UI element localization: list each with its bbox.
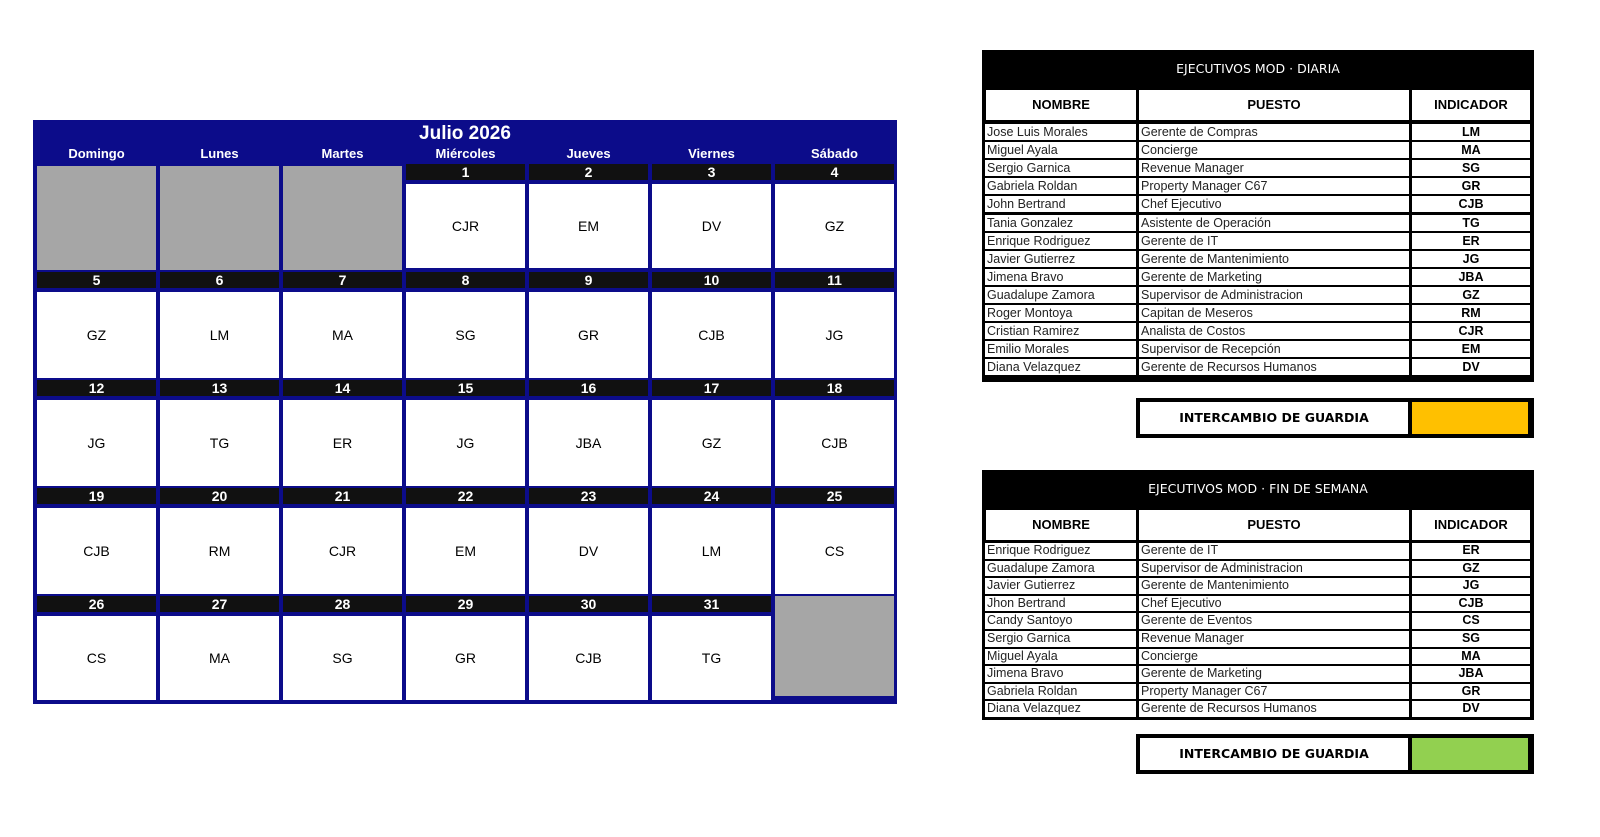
daily-table-title: EJECUTIVOS MOD · DIARIA bbox=[1176, 61, 1340, 76]
employee-position: Gerente de Recursos Humanos bbox=[1139, 701, 1409, 717]
employee-position: Analista de Costos bbox=[1139, 323, 1409, 339]
table-row bbox=[982, 250, 1534, 268]
table-row bbox=[982, 322, 1534, 340]
employee-name: Cristian Ramirez bbox=[985, 323, 1136, 339]
employee-indicator: EM bbox=[1412, 341, 1530, 357]
employee-name: John Bertrand bbox=[985, 196, 1136, 212]
empty-day-cell bbox=[283, 166, 402, 270]
day-assignee-code: RM bbox=[160, 508, 279, 594]
table-row bbox=[982, 683, 1534, 701]
weekend-header-position: PUESTO bbox=[1139, 510, 1409, 540]
day-assignee-code: GR bbox=[529, 292, 648, 378]
employee-position: Gerente de Recursos Humanos bbox=[1139, 359, 1409, 375]
calendar bbox=[33, 120, 897, 704]
day-number: 9 bbox=[529, 272, 648, 288]
employee-indicator: CJB bbox=[1412, 196, 1530, 212]
table-row bbox=[982, 648, 1534, 666]
empty-day-cell bbox=[160, 166, 279, 270]
employee-indicator: MA bbox=[1412, 142, 1530, 158]
day-number: 15 bbox=[406, 380, 525, 396]
day-name-1: Lunes bbox=[200, 146, 239, 161]
day-assignee-code: TG bbox=[160, 400, 279, 486]
employee-name: Sergio Garnica bbox=[985, 631, 1136, 647]
day-assignee-code: EM bbox=[406, 508, 525, 594]
daily-header-indicator: INDICADOR bbox=[1412, 90, 1530, 120]
employee-position: Revenue Manager bbox=[1139, 160, 1409, 176]
employee-indicator: SG bbox=[1412, 631, 1530, 647]
employee-position: Property Manager C67 bbox=[1139, 178, 1409, 194]
day-number: 26 bbox=[37, 596, 156, 612]
day-number: 20 bbox=[160, 488, 279, 504]
employee-indicator: GR bbox=[1412, 178, 1530, 194]
table-row bbox=[982, 665, 1534, 683]
daily-legend-swatch bbox=[1412, 402, 1528, 434]
employee-name: Gabriela Roldan bbox=[985, 684, 1136, 700]
day-name-5: Viernes bbox=[688, 146, 735, 161]
table-row bbox=[982, 268, 1534, 286]
table-row bbox=[982, 232, 1534, 250]
employee-indicator: GR bbox=[1412, 684, 1530, 700]
weekend-header-indicator: INDICADOR bbox=[1412, 510, 1530, 540]
employee-position: Gerente de Marketing bbox=[1139, 666, 1409, 682]
employee-indicator: DV bbox=[1412, 359, 1530, 375]
weekend-legend-label: INTERCAMBIO DE GUARDIA bbox=[1140, 738, 1408, 770]
employee-position: Supervisor de Recepción bbox=[1139, 341, 1409, 357]
day-name-0: Domingo bbox=[68, 146, 125, 161]
day-number: 18 bbox=[775, 380, 894, 396]
day-number: 30 bbox=[529, 596, 648, 612]
day-number: 2 bbox=[529, 164, 648, 180]
day-number: 4 bbox=[775, 164, 894, 180]
weekend-legend-swatch bbox=[1412, 738, 1528, 770]
day-assignee-code: ER bbox=[283, 400, 402, 486]
daily-legend bbox=[1136, 398, 1534, 438]
employee-position: Gerente de IT bbox=[1139, 233, 1409, 249]
employee-indicator: JG bbox=[1412, 251, 1530, 267]
employee-name: Javier Gutierrez bbox=[985, 578, 1136, 594]
weekend-table-title: EJECUTIVOS MOD · FIN DE SEMANA bbox=[1148, 481, 1368, 496]
employee-name: Jimena Bravo bbox=[985, 269, 1136, 285]
day-assignee-code: EM bbox=[529, 184, 648, 268]
employee-position: Asistente de Operación bbox=[1139, 215, 1409, 231]
day-assignee-code: JBA bbox=[529, 400, 648, 486]
day-assignee-code: SG bbox=[406, 292, 525, 378]
employee-name: Enrique Rodriguez bbox=[985, 233, 1136, 249]
day-assignee-code: CS bbox=[37, 616, 156, 700]
day-number: 24 bbox=[652, 488, 771, 504]
employee-position: Gerente de Mantenimiento bbox=[1139, 251, 1409, 267]
day-name-6: Sábado bbox=[811, 146, 858, 161]
employee-position: Gerente de Eventos bbox=[1139, 613, 1409, 629]
table-row bbox=[982, 286, 1534, 304]
day-number: 8 bbox=[406, 272, 525, 288]
employee-name: Miguel Ayala bbox=[985, 142, 1136, 158]
day-assignee-code: JG bbox=[406, 400, 525, 486]
day-assignee-code: LM bbox=[160, 292, 279, 378]
day-assignee-code: CJR bbox=[283, 508, 402, 594]
employee-position: Supervisor de Administracion bbox=[1139, 561, 1409, 577]
day-assignee-code: CJB bbox=[652, 292, 771, 378]
employee-indicator: DV bbox=[1412, 701, 1530, 717]
day-assignee-code: CJB bbox=[37, 508, 156, 594]
table-row bbox=[982, 214, 1534, 232]
day-number: 1 bbox=[406, 164, 525, 180]
day-assignee-code: GZ bbox=[775, 184, 894, 268]
employee-indicator: JBA bbox=[1412, 269, 1530, 285]
day-assignee-code: CJB bbox=[529, 616, 648, 700]
daily-schedule-table bbox=[982, 50, 1534, 382]
day-assignee-code: SG bbox=[283, 616, 402, 700]
employee-indicator: JBA bbox=[1412, 666, 1530, 682]
employee-name: Enrique Rodriguez bbox=[985, 543, 1136, 559]
employee-position: Concierge bbox=[1139, 142, 1409, 158]
table-row bbox=[982, 700, 1534, 718]
employee-name: Diana Velazquez bbox=[985, 359, 1136, 375]
daily-header-position: PUESTO bbox=[1139, 90, 1409, 120]
day-assignee-code: MA bbox=[160, 616, 279, 700]
employee-indicator: CJR bbox=[1412, 323, 1530, 339]
table-row bbox=[982, 340, 1534, 358]
employee-position: Gerente de Compras bbox=[1139, 124, 1409, 140]
employee-name: Jhon Bertrand bbox=[985, 596, 1136, 612]
employee-indicator: JG bbox=[1412, 578, 1530, 594]
table-row bbox=[982, 177, 1534, 195]
table-row bbox=[982, 159, 1534, 177]
employee-indicator: SG bbox=[1412, 160, 1530, 176]
day-number: 14 bbox=[283, 380, 402, 396]
employee-indicator: GZ bbox=[1412, 287, 1530, 303]
day-assignee-code: JG bbox=[775, 292, 894, 378]
employee-name: Guadalupe Zamora bbox=[985, 561, 1136, 577]
table-row bbox=[982, 304, 1534, 322]
employee-position: Gerente de IT bbox=[1139, 543, 1409, 559]
employee-name: Jimena Bravo bbox=[985, 666, 1136, 682]
employee-position: Revenue Manager bbox=[1139, 631, 1409, 647]
table-row bbox=[982, 577, 1534, 595]
calendar-day-names bbox=[33, 146, 897, 164]
day-number: 10 bbox=[652, 272, 771, 288]
day-number: 22 bbox=[406, 488, 525, 504]
day-number: 12 bbox=[37, 380, 156, 396]
day-assignee-code: DV bbox=[652, 184, 771, 268]
empty-day-cell bbox=[775, 596, 894, 696]
day-assignee-code: TG bbox=[652, 616, 771, 700]
employee-position: Gerente de Marketing bbox=[1139, 269, 1409, 285]
employee-name: Candy Santoyo bbox=[985, 613, 1136, 629]
employee-name: Javier Gutierrez bbox=[985, 251, 1136, 267]
table-row bbox=[982, 141, 1534, 159]
day-number: 16 bbox=[529, 380, 648, 396]
empty-day-cell bbox=[37, 166, 156, 270]
day-assignee-code: GZ bbox=[37, 292, 156, 378]
day-number: 3 bbox=[652, 164, 771, 180]
employee-name: Diana Velazquez bbox=[985, 701, 1136, 717]
table-row bbox=[982, 123, 1534, 141]
day-number: 21 bbox=[283, 488, 402, 504]
employee-name: Sergio Garnica bbox=[985, 160, 1136, 176]
employee-position: Concierge bbox=[1139, 649, 1409, 665]
day-number: 27 bbox=[160, 596, 279, 612]
day-name-3: Miércoles bbox=[435, 146, 496, 161]
employee-name: Tania Gonzalez bbox=[985, 215, 1136, 231]
employee-position: Gerente de Mantenimiento bbox=[1139, 578, 1409, 594]
employee-indicator: ER bbox=[1412, 543, 1530, 559]
employee-indicator: ER bbox=[1412, 233, 1530, 249]
day-assignee-code: DV bbox=[529, 508, 648, 594]
employee-indicator: CS bbox=[1412, 613, 1530, 629]
employee-position: Supervisor de Administracion bbox=[1139, 287, 1409, 303]
calendar-title: Julio 2026 bbox=[419, 123, 511, 144]
daily-header-name: NOMBRE bbox=[986, 90, 1136, 120]
day-assignee-code: LM bbox=[652, 508, 771, 594]
day-number: 29 bbox=[406, 596, 525, 612]
employee-indicator: GZ bbox=[1412, 561, 1530, 577]
day-assignee-code: CJB bbox=[775, 400, 894, 486]
day-number: 7 bbox=[283, 272, 402, 288]
employee-position: Chef Ejecutivo bbox=[1139, 196, 1409, 212]
day-number: 25 bbox=[775, 488, 894, 504]
employee-indicator: LM bbox=[1412, 124, 1530, 140]
employee-name: Gabriela Roldan bbox=[985, 178, 1136, 194]
employee-indicator: MA bbox=[1412, 649, 1530, 665]
employee-name: Miguel Ayala bbox=[985, 649, 1136, 665]
table-row bbox=[982, 560, 1534, 578]
employee-indicator: RM bbox=[1412, 305, 1530, 321]
day-assignee-code: CJR bbox=[406, 184, 525, 268]
day-number: 28 bbox=[283, 596, 402, 612]
day-number: 19 bbox=[37, 488, 156, 504]
employee-position: Property Manager C67 bbox=[1139, 684, 1409, 700]
day-number: 11 bbox=[775, 272, 894, 288]
day-assignee-code: GZ bbox=[652, 400, 771, 486]
employee-position: Chef Ejecutivo bbox=[1139, 596, 1409, 612]
day-assignee-code: JG bbox=[37, 400, 156, 486]
employee-name: Roger Montoya bbox=[985, 305, 1136, 321]
day-name-4: Jueves bbox=[566, 146, 611, 161]
weekend-schedule-table bbox=[982, 470, 1534, 720]
day-number: 17 bbox=[652, 380, 771, 396]
day-assignee-code: MA bbox=[283, 292, 402, 378]
employee-indicator: CJB bbox=[1412, 596, 1530, 612]
employee-name: Guadalupe Zamora bbox=[985, 287, 1136, 303]
table-row bbox=[982, 630, 1534, 648]
table-row bbox=[982, 358, 1534, 376]
day-assignee-code: GR bbox=[406, 616, 525, 700]
table-row bbox=[982, 542, 1534, 560]
weekend-header-name: NOMBRE bbox=[986, 510, 1136, 540]
employee-position: Capitan de Meseros bbox=[1139, 305, 1409, 321]
day-number: 23 bbox=[529, 488, 648, 504]
day-number: 6 bbox=[160, 272, 279, 288]
employee-indicator: TG bbox=[1412, 215, 1530, 231]
day-number: 13 bbox=[160, 380, 279, 396]
day-assignee-code: CS bbox=[775, 508, 894, 594]
day-number: 31 bbox=[652, 596, 771, 612]
day-number: 5 bbox=[37, 272, 156, 288]
weekend-legend bbox=[1136, 734, 1534, 774]
daily-legend-label: INTERCAMBIO DE GUARDIA bbox=[1140, 402, 1408, 434]
day-name-2: Martes bbox=[321, 146, 364, 161]
table-row bbox=[982, 612, 1534, 630]
table-row bbox=[982, 595, 1534, 613]
table-row bbox=[982, 195, 1534, 213]
employee-name: Emilio Morales bbox=[985, 341, 1136, 357]
employee-name: Jose Luis Morales bbox=[985, 124, 1136, 140]
